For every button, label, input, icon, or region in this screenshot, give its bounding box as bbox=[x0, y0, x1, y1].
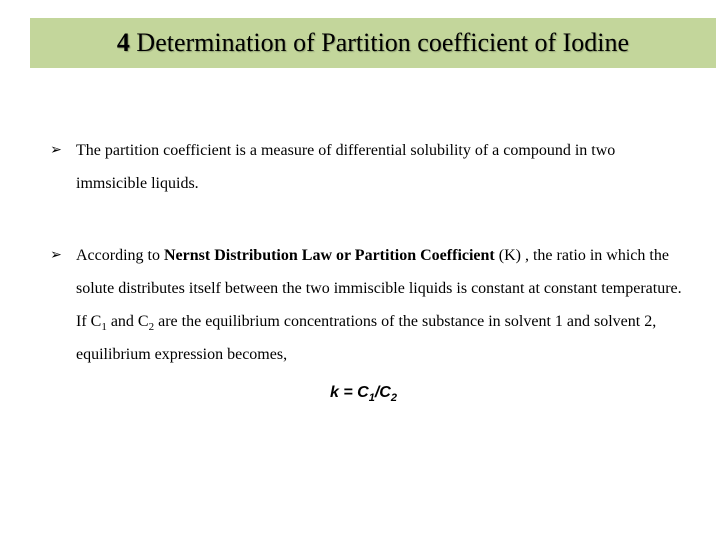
arrow-bullet-icon: ➢ bbox=[50, 142, 62, 158]
title-number: 4 bbox=[116, 28, 130, 57]
title-bar bbox=[30, 18, 716, 68]
arrow-bullet-icon: ➢ bbox=[50, 247, 62, 263]
bullet-nernst-law-text bbox=[76, 239, 688, 371]
law-name: Nernst Distribution Law or Partition Coefficient bbox=[163, 247, 495, 264]
concentration-tail: are the equilibrium concentrations of the substance in solvent 1 and solvent 2, equilibrium expression becomes, bbox=[76, 313, 657, 363]
slide-title bbox=[117, 28, 629, 58]
formula-slash: /C bbox=[374, 384, 391, 401]
title-text: Determination of Partition coefficient of Iodine bbox=[129, 28, 630, 57]
partition-formula bbox=[330, 376, 397, 409]
law-description: (K) , the ratio in which the solute distributes itself between the two immiscible liquids is constant at constant temperature. If C bbox=[76, 247, 682, 330]
subscript-1: 1 bbox=[101, 321, 107, 334]
concentration-joiner: and C bbox=[106, 313, 149, 330]
formula-equals: = C bbox=[338, 384, 369, 401]
subscript-2: 2 bbox=[148, 321, 155, 334]
formula-subscript-2: 2 bbox=[390, 392, 397, 405]
formula-subscript-1: 1 bbox=[368, 392, 375, 405]
lead-text: According to bbox=[76, 247, 164, 264]
formula-k: k bbox=[330, 384, 339, 401]
bullet-definition-text: The partition coefficient is a measure of differential solubility of a compound in two immsicible liquids. bbox=[76, 142, 616, 192]
